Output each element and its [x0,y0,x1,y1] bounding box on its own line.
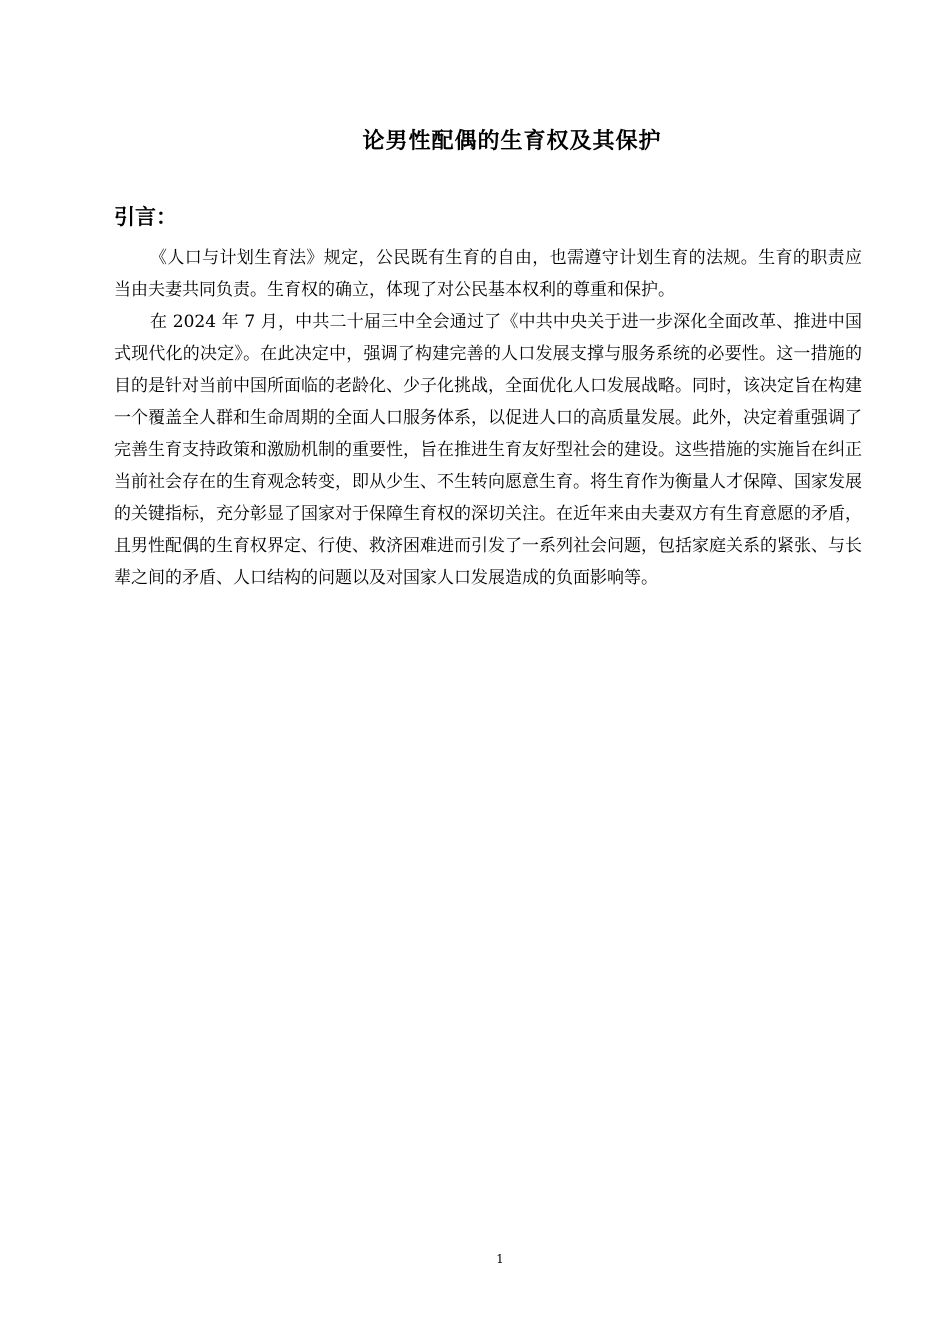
page-number: 1 [496,1252,504,1266]
paragraph-2: 在 2024 年 7 月，中共二十届三中全会通过了《中共中央关于进一步深化全面改革、推进中国式现代化的决定》。在此决定中，强调了构建完善的人口发展支撑与服务系统的必要性。这一措施的目的是针对当前中国所面临的老龄化、少子化挑战，全面优化人口发展战略。同时，该决定旨在构建一个覆盖全人群和生命周期的全面人口服务体系，以促进人口的高质量发展。此外，决定着重强调了完善生育支持政策和激励机制的重要性，旨在推进生育友好型社会的建设。这些措施的实施旨在纠正当前社会存在的生育观念转变，即从少生、不生转向愿意生育。将生育作为衡量人才保障、国家发展的关键指标，充分彰显了国家对于保障生育权的深切关注。在近年来由夫妻双方有生育意愿的矛盾，且男性配偶的生育权界定、行使、救济困难进而引发了一系列社会问题，包括家庭关系的紧张、与长辈之间的矛盾、人口结构的问题以及对国家人口发展造成的负面影响等。 [114,312,862,588]
section-heading-introduction: 引言： [114,205,177,229]
paragraph-1: 《人口与计划生育法》规定，公民既有生育的自由，也需遵守计划生育的法规。生育的职责应当由夫妻共同负责。生育权的确立，体现了对公民基本权利的尊重和保护。 [114,248,862,300]
introduction-body [114,242,862,594]
document-title: 论男性配偶的生育权及其保护 [362,129,662,154]
